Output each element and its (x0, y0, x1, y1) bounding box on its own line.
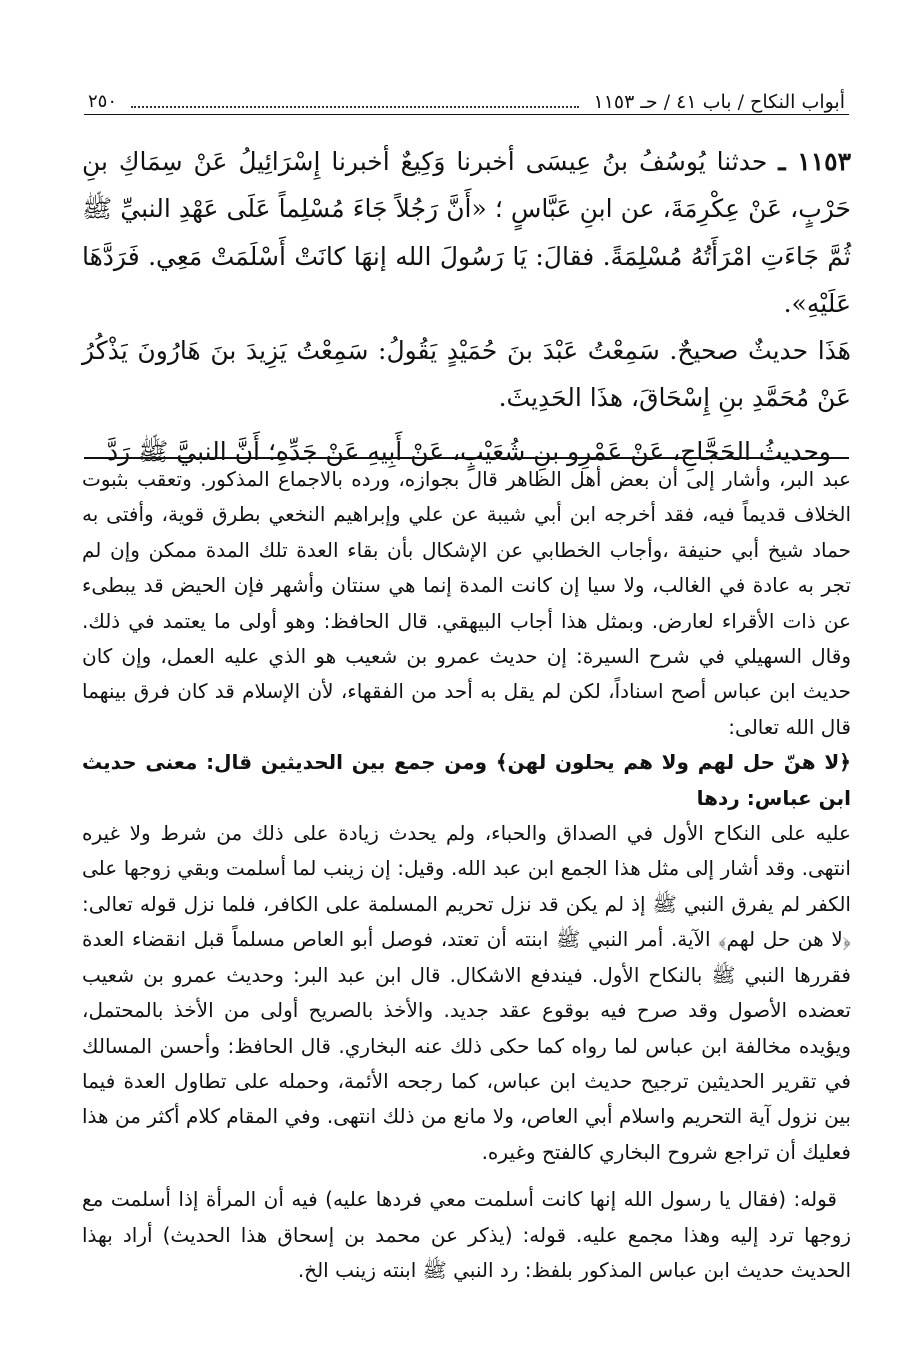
hadith-number: ١١٥٣ ـ (778, 147, 852, 176)
commentary-explanation: قوله: (فقال يا رسول الله إنها كانت أسلمت معي فردها عليه) فيه أن المرأة إذا أسلمت مع زوجها ترد إليه وهذا مجمع عليه. قوله: (يذكر عن محمد بن إسحاق هذا الحديث) أراد بهذا الحديث حديث ابن عباس المذكور بلفظ: رد النبي ﷺ ابنته زينب الخ. (82, 1187, 851, 1282)
related-hadith: وحديثُ الحَجَّاجِ، عَنْ عَمْرِو بنِ شُعَيْبٍ، عَنْ أَبِيهِ عَنْ جَدِّهِ؛ أَنَّ النبيَّ ﷺ رَدَّ (106, 436, 831, 466)
commentary-paragraph: عبد البر، وأشار إلى أن بعض أهل الظاهر قال بجوازه، ورده بالاجماع المذكور. وتعقب بثبوت الخلاف قديماً فيه، فقد أخرجه ابن أبي شيبة عن علي وإبراهيم النخعي بطرق قوية، وأفتى به حماد شيخ أبي حنيفة ،وأجاب الخطابي عن الإشكال بأن بقاء العدة تلك المدة ممكن وإن لم تجر به عادة في الغالب، ولا سيا إن كانت المدة إنما هي سنتان وأشهر فإن الحيض قد يبطىء عن ذات الأقراء لعارض. وبمثل هذا أجاب البيهقي. قال الحافظ: وهو أولى ما يعتمد في ذلك. وقال السهيلي في شرح السيرة: إن حديث عمرو بن شعيب هو الذي عليه العمل، وإن كان حديث ابن عباس أصح اسناداً، لكن لم يقل به أحد من الفقهاء، لأن الإسلام قد كان فرق بينهما قال الله تعالى: (82, 467, 851, 739)
commentary-block (82, 462, 851, 1288)
hadith-text-block (82, 138, 851, 475)
footnote-divider (84, 457, 849, 459)
section-reference: أبواب النكاح / باب ٤١ / حـ ١١٥٣ (593, 91, 845, 113)
running-header (88, 82, 845, 114)
hadith-grade: هَذَا حديثٌ صحيحٌ. سَمِعْتُ عَبْدَ بنَ حُمَيْدٍ يَقُولُ: سَمِعْتُ يَزِيدَ بنَ هَارُونَ يَذْكُرُ عَنْ مُحَمَّدِ بنِ إِسْحَاقَ، هذَا الحَدِيثَ. (82, 336, 851, 413)
commentary-paragraph: عليه على النكاح الأول في الصداق والحباء، ولم يحدث زيادة على ذلك من شرط ولا غيره انتهى. وقد أشار إلى مثل هذا الجمع ابن عبد الله. وقيل: إن زينب لما أسلمت وبقي زوجها على الكفر لم يفرق النبي ﷺ إذ لم يكن قد نزل تحريم المسلمة على الكافر، فلما نزل قوله تعالى: ﴿لا هن حل لهم﴾ الآية. أمر النبي ﷺ ابنته أن تعتد، فوصل أبو العاص مسلماً قبل انقضاء العدة فقررها النبي ﷺ بالنكاح الأول. فيندفع الاشكال. قال ابن عبد البر: وحديث عمرو بن شعيب تعضده الأصول وقد صرح فيه بوقوع عقد جديد. والأخذ بالصريح أولى من الأخذ بالمحتمل، ويؤيده مخالفة ابن عباس لما رواه كما حكى ذلك عنه البخاري. قال الحافظ: وأحسن المسالك في تقرير الحديثين ترجيح حديث ابن عباس، كما رجحه الأئمة، وحمله على تطاول العدة فيما بين نزول آية التحريم واسلام أبي العاص، ولا مانع من ذلك انتهى. وفي المقام كلام أكثر من هذا فعليك أن تراجع شروح البخاري كالفتح وغيره. (82, 821, 851, 1164)
header-rule (84, 114, 849, 115)
header-dot-leader (131, 106, 579, 108)
commentary-quran-quote: ﴿لا هنّ حل لهم ولا هم يحلون لهن﴾ ومن جمع بين الحديثين قال: معنى حديث ابن عباس: ردها (82, 750, 851, 810)
page-number: ٢٥٠ (88, 91, 118, 112)
hadith-paragraph (82, 138, 851, 327)
hadith-body: حدثنا يُوسُفُ بنُ عِيسَى أخبرنا وَكِيعٌ أخبرنا إِسْرَائِيلُ عَنْ سِمَاكِ بنِ حَرْبٍ، عَنْ عِكْرِمَةَ، عن ابنِ عَبَّاسٍ ؛ «أَنَّ رَجُلاً جَاءَ مُسْلِماً عَلَى عَهْدِ النبيِّ ﷺ ثُمَّ جَاءَتِ امْرَأَتُهُ مُسْلِمَةً. فقالَ: يَا رَسُولَ الله إنهَا كانَتْ أَسْلَمَتْ مَعِي. فَرَدَّهَا عَلَيْهِ». (82, 147, 851, 318)
